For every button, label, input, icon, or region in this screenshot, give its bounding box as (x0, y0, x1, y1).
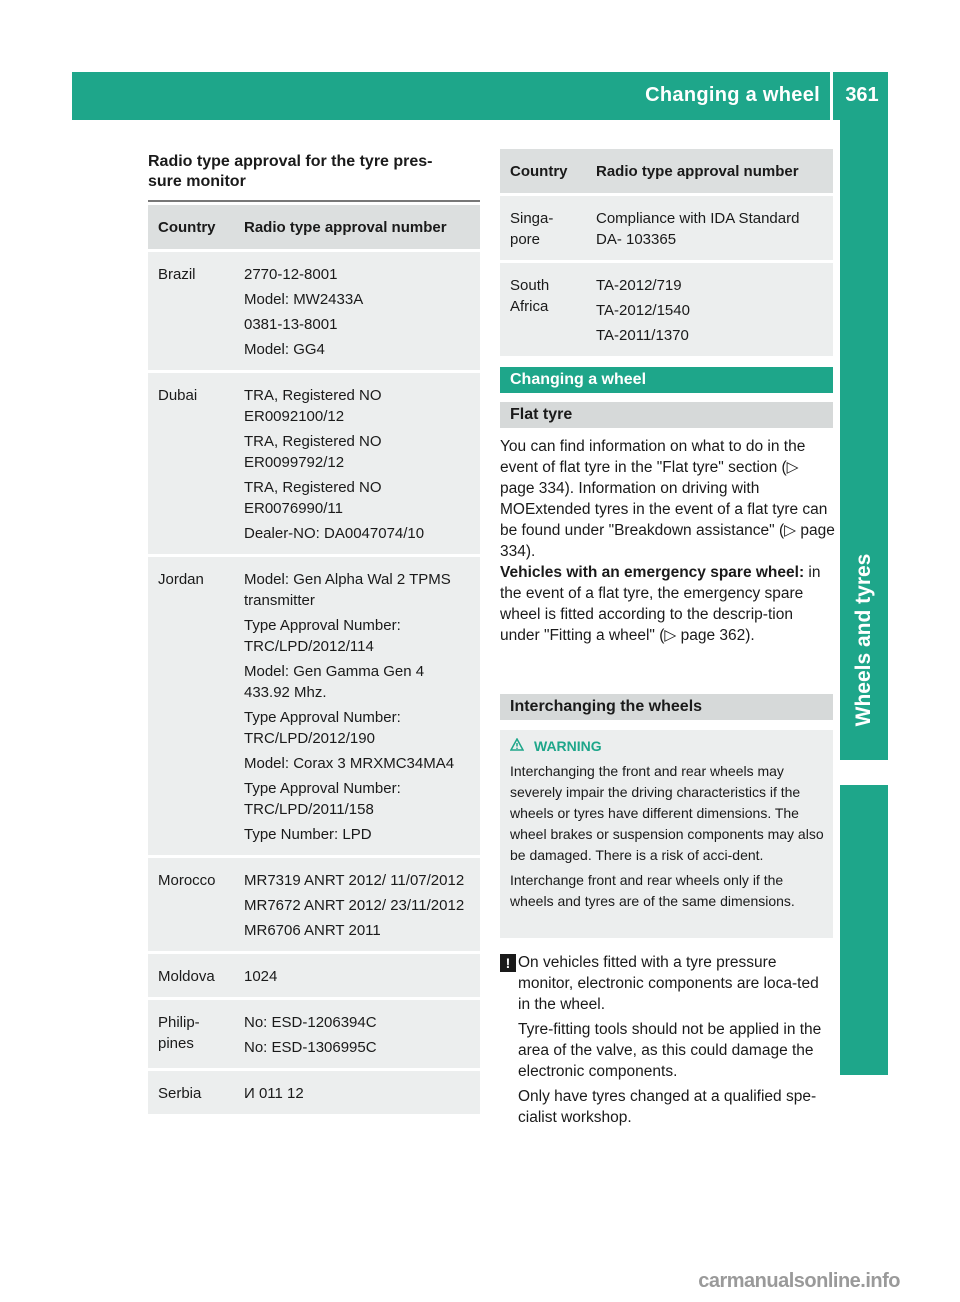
approval-line: TA-2012/719 (596, 277, 682, 294)
approval-line: Type Approval Number: TRC/LPD/2011/158 (244, 780, 401, 818)
table-header-row (500, 149, 833, 193)
approval-line: MR7319 ANRT 2012/ 11/07/2012 (244, 872, 465, 889)
header-title: Changing a wheel (645, 84, 820, 106)
approval-line: TA-2012/1540 (596, 302, 690, 319)
approval-line: И 011 12 (244, 1085, 304, 1102)
country-cell: Philip- pines (148, 1000, 234, 1068)
column-header-country: Country (500, 149, 586, 193)
note-body (518, 952, 835, 1128)
header-divider (830, 72, 833, 120)
flat-tyre-paragraph (500, 436, 835, 646)
country-cell: Singa- pore (500, 196, 586, 260)
warning-text-1: Interchanging the front and rear wheels may severely impair the driving characteristics if the wheels or tyres have different dimensions. The wheel brakes or suspension components may also be damaged. There is a risk of acci-dent. (510, 763, 824, 863)
approval-line: TRA, Registered NO ER0092100/12 (244, 387, 382, 425)
approval-line: 1024 (244, 968, 278, 985)
approval-line: TA-2011/1370 (596, 327, 689, 344)
side-tab-label-wrap (842, 540, 886, 740)
subsection-title-interchanging: Interchanging the wheels (500, 694, 833, 720)
note-block (500, 952, 835, 1132)
approval-line: Type Number: LPD (244, 826, 372, 843)
table-row (148, 1000, 480, 1068)
approval-line: Dealer-NO: DA0047074/10 (244, 525, 425, 542)
flat-tyre-text: You can find information on what to do in the event of flat tyre in the "Flat tyre" section (▷ page 334). Information on driving with MOExtended tyres in the event of a flat tyre can be found under "Breakdown assistance" (▷ page 334). (500, 438, 835, 560)
approval-line: Compliance with IDA Standard DA- 103365 (596, 210, 800, 248)
approval-line: TRA, Registered NO ER0099792/12 (244, 433, 382, 471)
country-cell: Jordan (148, 557, 234, 855)
spare-wheel-text (500, 562, 835, 646)
approval-line: Model: Gen Alpha Wal 2 TPMS transmitter (244, 571, 451, 609)
approval-line: MR6706 ANRT 2011 (244, 922, 381, 939)
approval-line: MR7672 ANRT 2012/ 23/11/2012 (244, 897, 465, 914)
exclamation-icon: ! (500, 954, 516, 972)
table-row (148, 252, 480, 370)
watermark: carmanualsonline.info (698, 1270, 900, 1292)
side-tab-block (840, 785, 888, 1075)
column-header-approval: Radio type approval number (586, 149, 833, 193)
approval-line: Model: GG4 (244, 341, 325, 358)
page-number: 361 (845, 84, 879, 106)
approval-line: No: ESD-1206394C (244, 1014, 377, 1031)
approval-cell (234, 1071, 480, 1114)
approval-cell (234, 557, 480, 855)
country-cell: Morocco (148, 858, 234, 951)
country-cell: Brazil (148, 252, 234, 370)
warning-label: WARNING (534, 738, 602, 754)
approval-line: No: ESD-1306995C (244, 1039, 377, 1056)
table-row (148, 373, 480, 554)
table-row (148, 858, 480, 951)
approval-cell (234, 954, 480, 997)
warning-heading (510, 736, 825, 757)
country-cell: Serbia (148, 1071, 234, 1114)
table-row (148, 954, 480, 997)
warning-triangle-icon (510, 736, 524, 757)
approval-line: 0381-13-8001 (244, 316, 338, 333)
approval-cell (586, 196, 833, 260)
approval-line: TRA, Registered NO ER0076990/11 (244, 479, 382, 517)
side-tab-label: Wheels and tyres (852, 553, 875, 727)
table-row (148, 1071, 480, 1114)
approval-cell (234, 1000, 480, 1068)
table-row (500, 196, 833, 260)
spare-wheel-lead: Vehicles with an emergency spare wheel: (500, 564, 805, 581)
approval-line: Type Approval Number: TRC/LPD/2012/190 (244, 709, 401, 747)
table-header-row (148, 205, 480, 249)
section-heading-radio-approval: Radio type approval for the tyre pres- sure monitor (148, 153, 433, 190)
table-row (500, 263, 833, 356)
approval-line: Type Approval Number: TRC/LPD/2012/114 (244, 617, 401, 655)
approval-cell (586, 263, 833, 356)
warning-box (500, 730, 833, 938)
section-title-changing-wheel: Changing a wheel (500, 367, 833, 393)
approval-table-left (148, 202, 480, 1117)
subsection-title-flat-tyre: Flat tyre (500, 402, 833, 428)
approval-line: Model: Corax 3 MRXMC34MA4 (244, 755, 455, 772)
note-text-2: Tyre-fitting tools should not be applied in the area of the valve, as this could damage the electronic components. (518, 1021, 822, 1080)
note-text-1: On vehicles fitted with a tyre pressure monitor, electronic components are loca-ted in the wheel. (518, 954, 819, 1013)
approval-line: Model: Gen Gamma Gen 4 433.92 Mhz. (244, 663, 425, 701)
approval-cell (234, 252, 480, 370)
note-text-3: Only have tyres changed at a qualified spe-cialist workshop. (518, 1088, 817, 1126)
approval-cell (234, 373, 480, 554)
approval-cell (234, 858, 480, 951)
warning-text-2: Interchange front and rear wheels only if the wheels and tyres are of the same dimensions. (510, 872, 795, 909)
approval-line: 2770-12-8001 (244, 266, 338, 283)
column-header-country: Country (148, 205, 234, 249)
spare-wheel-body: in the event of a flat tyre, the emergency spare wheel is fitted according to the descrip-tion under "Fitting a wheel" (▷ page 362). (500, 564, 821, 644)
approval-table-right (500, 146, 833, 359)
country-cell: Dubai (148, 373, 234, 554)
approval-line: Model: MW2433A (244, 291, 364, 308)
column-header-approval: Radio type approval number (234, 205, 480, 249)
table-row (148, 557, 480, 855)
country-cell: South Africa (500, 263, 586, 356)
country-cell: Moldova (148, 954, 234, 997)
